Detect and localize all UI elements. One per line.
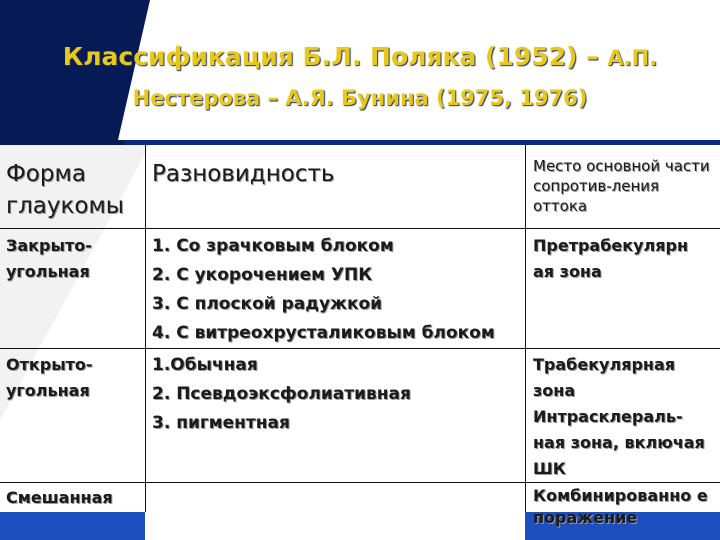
row-1-form: Закрыто-угольная (6, 236, 92, 281)
row-1-variant-4: 4. С витреохрусталиковым блоком (152, 323, 495, 343)
row-2-place-1: Трабекулярная зона (533, 355, 676, 400)
table-row-divider-header (0, 228, 720, 229)
title-line-2: Нестерова – А.Я. Бунина (1975, 1976) (132, 86, 588, 110)
row-1-variant-1: 1. Со зрачковым блоком (152, 236, 394, 256)
row-3-form: Смешанная (6, 488, 113, 507)
row-1-variant-2: 2. С укорочением УПК (152, 265, 373, 285)
row-1-variants (152, 232, 522, 348)
table-row-divider-1 (0, 348, 720, 349)
table-col-divider-1 (145, 145, 146, 512)
row-2-variant-1: 1.Обычная (152, 355, 258, 375)
row-2-variant-2: 2. Псевдоэксфолиативная (152, 384, 411, 404)
row-2-variant-3: 3. пигментная (152, 413, 290, 433)
header-place: Место основной части сопротив-ления оттока (533, 157, 710, 215)
table-col-divider-2 (525, 145, 526, 512)
header-form: Форма глаукомы (6, 161, 124, 219)
row-2-form: Открыто-угольная (6, 355, 93, 400)
title-line-1-tail: А.П. (607, 46, 658, 70)
row-2-place-2: Интрасклераль-ная зона, включая ШК (533, 407, 705, 478)
row-1-place: Претрабекулярн ая зона (533, 236, 689, 281)
table-row-divider-2 (0, 482, 720, 483)
title-line-1-main: Классификация Б.Л. Поляка (1952) – (62, 42, 608, 71)
row-2-variants (152, 351, 522, 438)
row-3-place: Комбинированно е поражение (533, 486, 708, 527)
header-variant: Разновидность (152, 161, 335, 187)
row-1-variant-3: 3. С плоской радужкой (152, 294, 383, 314)
